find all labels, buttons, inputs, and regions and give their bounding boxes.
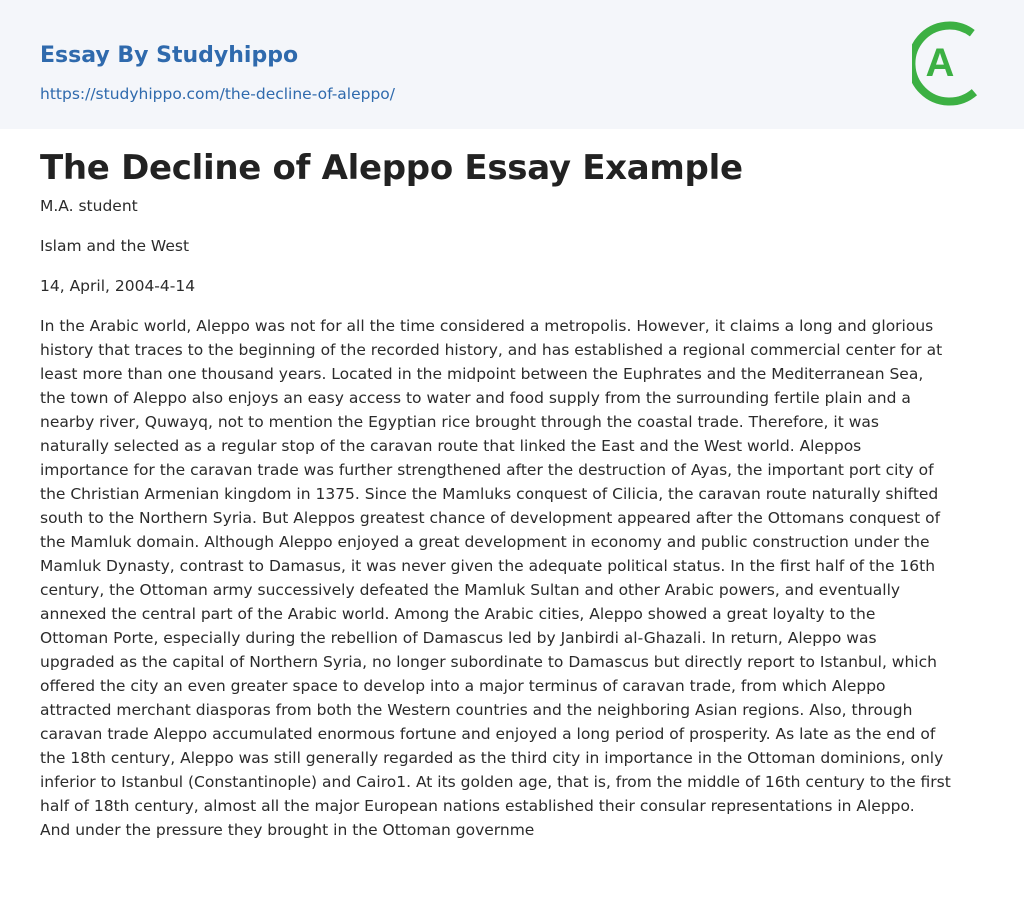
essay-title: The Decline of Aleppo Essay Example — [40, 148, 743, 188]
paragraph-line: half of 18th century, almost all the major European nations established their consular representations in Aleppo. — [40, 797, 915, 815]
site-header — [0, 0, 1024, 129]
paragraph-line: the town of Aleppo also enjoys an easy access to water and food supply from the surrounding fertile plain and a — [40, 389, 911, 407]
brand-title[interactable]: Essay By Studyhippo — [40, 43, 299, 68]
essay-url-link[interactable]: https://studyhippo.com/the-decline-of-aleppo/ — [40, 85, 396, 103]
paragraph-line: naturally selected as a regular stop of the caravan route that linked the East and the West world. Aleppos — [40, 437, 862, 455]
paragraph-line: And under the pressure they brought in the Ottoman governme — [40, 821, 535, 839]
logo-letter: A — [925, 41, 955, 85]
paragraph-line: the 18th century, Aleppo was still generally regarded as the third city in importance in the Ottoman dominions, only — [40, 749, 944, 767]
course-line: Islam and the West — [40, 237, 190, 255]
paragraph-line: offered the city an even greater space to develop into a major terminus of caravan trade, from which Aleppo — [40, 677, 886, 695]
paragraph-line: the Christian Armenian kingdom in 1375. Since the Mamluks conquest of Cilicia, the caravan route naturally shifted — [40, 485, 939, 503]
paragraph-line: In the Arabic world, Aleppo was not for all the time considered a metropolis. However, it claims a long and glorious — [40, 317, 934, 335]
paragraph-line: the Mamluk domain. Although Aleppo enjoyed a great development in economy and public construction under the — [40, 533, 930, 551]
essay-paragraph — [40, 314, 984, 842]
paragraph-line: Ottoman Porte, especially during the rebellion of Damascus led by Janbirdi al-Ghazali. In return, Aleppo was — [40, 629, 877, 647]
paragraph-line: least more than one thousand years. Located in the midpoint between the Euphrates and the Mediterranean Sea, — [40, 365, 924, 383]
paragraph-line: south to the Northern Syria. But Aleppos greatest chance of development appeared after the Ottomans conquest of — [40, 509, 941, 527]
paragraph-line: upgraded as the capital of Northern Syria, no longer subordinate to Damascus but directly report to Istanbul, which — [40, 653, 937, 671]
paragraph-line: attracted merchant diasporas from both the Western countries and the neighboring Asian regions. Also, through — [40, 701, 913, 719]
paragraph-line: inferior to Istanbul (Constantinople) and Cairo1. At its golden age, that is, from the middle of 16th century to the first — [40, 773, 951, 791]
paragraph-line: nearby river, Quwayq, not to mention the Egyptian rice brought through the coastal trade. Therefore, it was — [40, 413, 879, 431]
author-line: M.A. student — [40, 197, 138, 215]
paragraph-line: importance for the caravan trade was further strengthened after the destruction of Ayas, the important port city of — [40, 461, 934, 479]
paragraph-line: annexed the central part of the Arabic world. Among the Arabic cities, Aleppo showed a great loyalty to the — [40, 605, 876, 623]
studyhippo-logo-icon[interactable] — [912, 19, 988, 107]
paragraph-line: history that traces to the beginning of the recorded history, and has established a regional commercial center for at — [40, 341, 943, 359]
paragraph-line: caravan trade Aleppo accumulated enormous fortune and enjoyed a long period of prosperity. As late as the end of — [40, 725, 936, 743]
date-line: 14, April, 2004-4-14 — [40, 277, 196, 295]
paragraph-line: Mamluk Dynasty, contrast to Damasus, it was never given the adequate political status. In the first half of the 16th — [40, 557, 936, 575]
paragraph-line: century, the Ottoman army successively defeated the Mamluk Sultan and other Arabic powers, and eventually — [40, 581, 901, 599]
